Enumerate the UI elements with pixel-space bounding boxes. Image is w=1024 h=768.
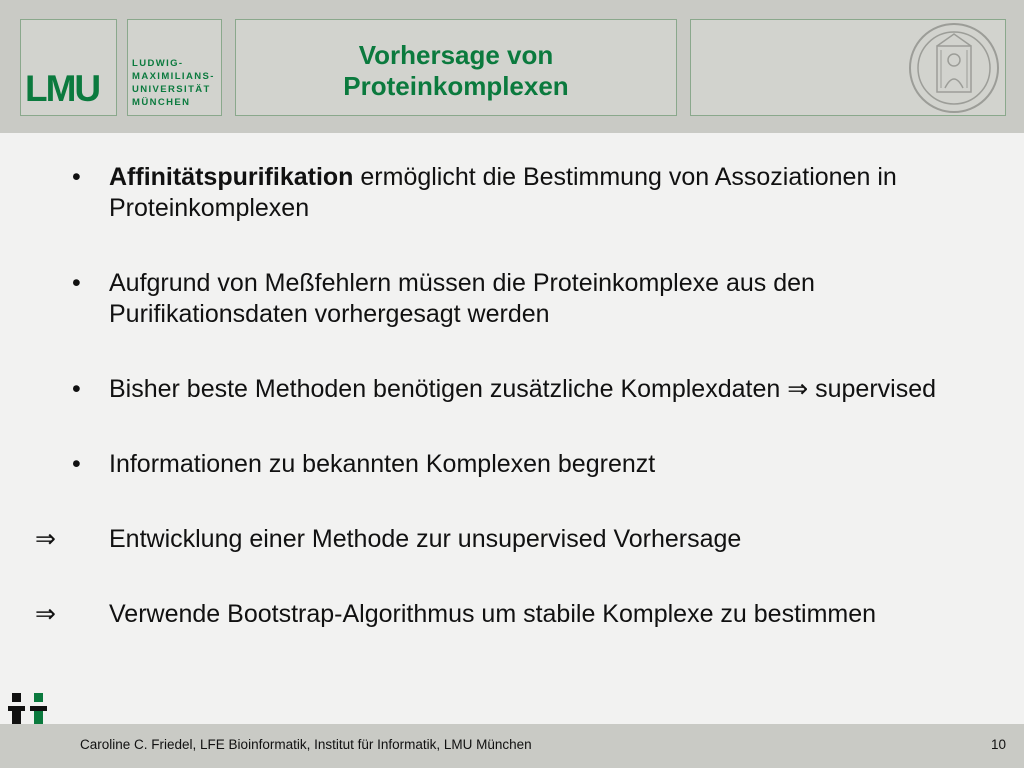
lmu-logo bbox=[25, 70, 99, 107]
slide-header bbox=[0, 0, 1024, 133]
bullet-marker: • bbox=[72, 375, 81, 403]
university-name-line: UNIVERSITÄT bbox=[132, 84, 211, 95]
list-item-text: Verwende Bootstrap-Algorithmus um stabile Komplexe zu bestimmen bbox=[109, 600, 877, 628]
list-item bbox=[72, 449, 952, 480]
university-name-box bbox=[127, 19, 222, 116]
slide-title-line1: Vorhersage von bbox=[358, 40, 554, 70]
university-name-line: LUDWIG- bbox=[132, 58, 184, 69]
bullet-marker: • bbox=[72, 163, 81, 191]
slide-title bbox=[236, 40, 676, 102]
seal-box bbox=[690, 19, 1006, 116]
lmu-logo-box bbox=[20, 19, 117, 116]
list-item bbox=[35, 524, 952, 555]
list-item bbox=[72, 162, 952, 224]
lmu-logo-text: LMU bbox=[25, 68, 100, 109]
university-seal-icon bbox=[907, 22, 1001, 114]
slide-footer bbox=[0, 724, 1024, 768]
list-item-text: ermöglicht die Bestimmung von Assoziationen in Proteinkomplexen bbox=[109, 163, 897, 222]
university-name bbox=[132, 57, 215, 109]
list-item-text: Informationen zu bekannten Komplexen begrenzt bbox=[109, 450, 656, 478]
title-box bbox=[235, 19, 677, 116]
list-item-text: Aufgrund von Meßfehlern müssen die Proteinkomplexe aus den Purifikationsdaten vorhergesagt werden bbox=[109, 269, 815, 328]
university-name-line: MÜNCHEN bbox=[132, 97, 191, 108]
implies-arrow-icon: ⇒ bbox=[35, 600, 56, 628]
footer-credit: Caroline C. Friedel, LFE Bioinformatik, Institut für Informatik, LMU München bbox=[80, 737, 532, 752]
bullet-list bbox=[35, 162, 952, 674]
list-item bbox=[35, 599, 952, 630]
implies-arrow-icon: ⇒ bbox=[35, 525, 56, 553]
list-item bbox=[72, 268, 952, 330]
list-item-bold-text: Affinitätspurifikation bbox=[109, 163, 354, 191]
bullet-marker: • bbox=[72, 450, 81, 478]
list-item-text: Entwicklung einer Methode zur unsupervised Vorhersage bbox=[109, 525, 742, 553]
page-number: 10 bbox=[990, 737, 1006, 752]
list-item bbox=[72, 374, 952, 405]
university-name-line: MAXIMILIANS- bbox=[132, 71, 215, 82]
list-item-text: Bisher beste Methoden benötigen zusätzliche Komplexdaten ⇒ supervised bbox=[109, 375, 937, 403]
slide-title-line2: Proteinkomplexen bbox=[343, 71, 569, 101]
bullet-marker: • bbox=[72, 269, 81, 297]
